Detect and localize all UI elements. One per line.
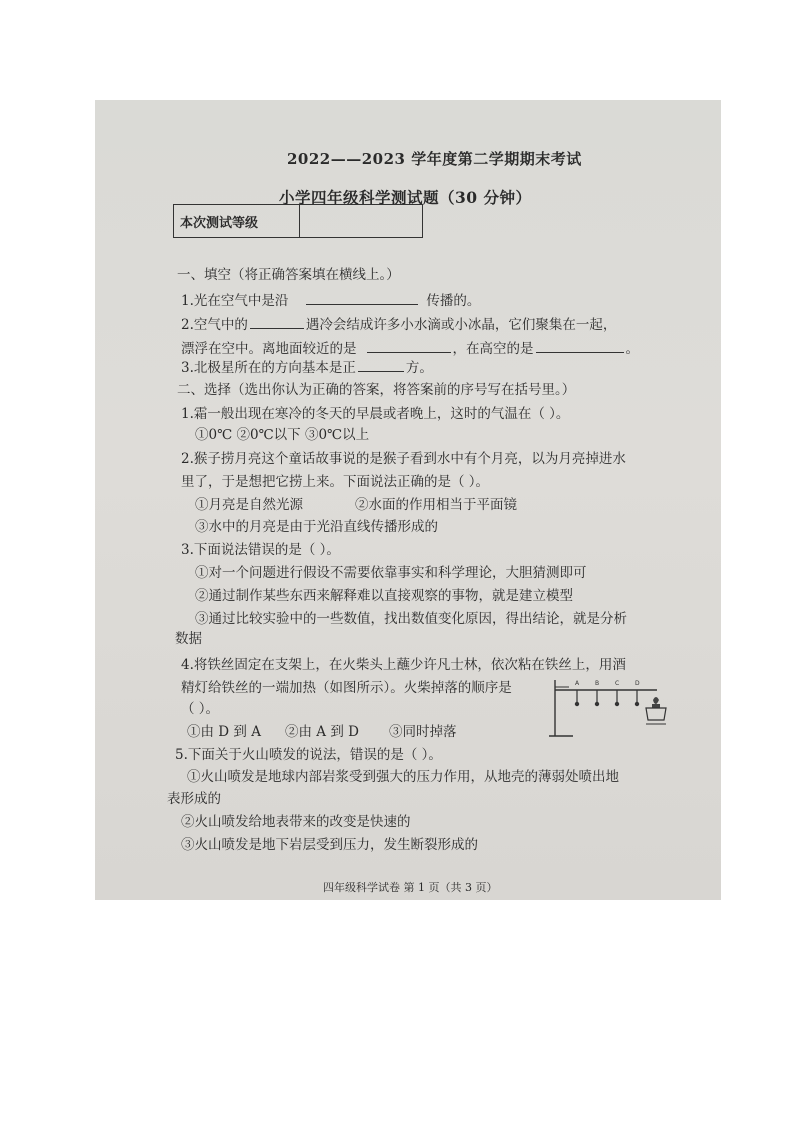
- answer-blank[interactable]: [358, 357, 404, 372]
- iron-wire-heating-figure: [547, 674, 669, 742]
- choice-question-2-line1: 2.猴子捞月亮这个童话故事说的是猴子看到水中有个月亮，以为月亮掉进水: [181, 451, 626, 467]
- choice-question-4-option1: ①由 D 到 A: [187, 724, 261, 740]
- grade-label: 本次测试等级: [174, 205, 300, 237]
- choice-question-3-option2: ②通过制作某些东西来解释难以直接观察的事物，就是建立模型: [195, 588, 573, 604]
- choice-question-1: 1.霜一般出现在寒冷的冬天的早晨或者晚上，这时的气温在（ ）。: [181, 406, 570, 422]
- choice-question-1-options: ①0℃ ②0℃以下 ③0℃以上: [195, 427, 370, 443]
- answer-blank[interactable]: [306, 290, 418, 305]
- subject-title: 小学四年级科学测试题（30 分钟）: [279, 188, 532, 207]
- answer-blank[interactable]: [536, 338, 624, 353]
- choice-question-5-option1-line1: ①火山喷发是地球内部岩浆受到强大的压力作用，从地壳的薄弱处喷出地: [187, 769, 619, 785]
- label-a: A: [575, 680, 580, 687]
- label-d: D: [635, 680, 640, 687]
- choice-question-4-line1: 4.将铁丝固定在支架上，在火柴头上蘸少许凡士林，依次粘在铁丝上，用酒: [181, 657, 626, 673]
- match-a: [575, 690, 579, 706]
- fill-question-3: 3.北极星所在的方向基本是正 方。: [181, 357, 433, 377]
- match-d: [635, 690, 639, 706]
- choice-question-4-line2: 精灯给铁丝的一端加热（如图所示）。火柴掉落的顺序是: [181, 680, 512, 696]
- choice-question-5-option3: ③火山喷发是地下岩层受到压力，发生断裂形成的: [181, 837, 478, 853]
- fill-question-1: 1.光在空气中是沿 传播的。: [181, 290, 480, 310]
- fill-question-2-line1: 2.空气中的 遇冷会结成许多小水滴或小冰晶，它们聚集在一起，: [181, 314, 616, 334]
- choice-question-5-option1-line2: 表形成的: [167, 791, 221, 807]
- choice-question-4-option3: ③同时掉落: [389, 724, 457, 740]
- grade-value-cell: [300, 205, 422, 237]
- section1-heading: 一、填空（将正确答案填在横线上。）: [177, 267, 400, 283]
- choice-question-5-option2: ②火山喷发给地表带来的改变是快速的: [181, 814, 411, 830]
- answer-blank[interactable]: [367, 338, 451, 353]
- choice-question-4-line3: （ ）。: [181, 701, 220, 717]
- choice-question-2-option3: ③水中的月亮是由于光沿直线传播形成的: [195, 519, 438, 535]
- label-b: B: [595, 680, 600, 687]
- exam-paper-photo: [95, 100, 721, 900]
- match-b: [595, 690, 599, 706]
- page-footer: 四年级科学试卷 第 1 页（共 3 页）: [323, 881, 498, 894]
- exam-title: 2022——2023 学年度第二学期期末考试: [287, 150, 582, 168]
- fill-question-2-line2: 漂浮在空中。离地面较近的是 ，在高空的是 。: [181, 338, 639, 358]
- section2-heading: 二、选择（选出你认为正确的答案，将答案前的序号写在括号里。）: [177, 382, 576, 398]
- choice-question-2-option1: ①月亮是自然光源: [195, 497, 303, 513]
- choice-question-5: 5.下面关于火山喷发的说法，错误的是（ ）。: [175, 747, 442, 763]
- choice-question-2-option2: ②水面的作用相当于平面镜: [355, 497, 517, 513]
- choice-question-3: 3.下面说法错误的是（ ）。: [181, 542, 340, 558]
- choice-question-3-option1: ①对一个问题进行假设不需要依靠事实和科学理论，大胆猜测即可: [195, 565, 587, 581]
- choice-question-3-option3-line2: 数据: [175, 631, 202, 647]
- flame-icon: [653, 697, 659, 704]
- choice-question-2-line2: 里了，于是想把它捞上来。下面说法正确的是（ ）。: [181, 474, 490, 490]
- answer-blank[interactable]: [250, 314, 304, 329]
- choice-question-4-option2: ②由 A 到 D: [285, 724, 359, 740]
- grade-table: [173, 204, 423, 238]
- alcohol-lamp: [646, 697, 666, 724]
- choice-question-3-option3-line1: ③通过比较实验中的一些数值，找出数值变化原因，得出结论，就是分析: [195, 611, 627, 627]
- match-c: [615, 690, 619, 706]
- label-c: C: [615, 680, 620, 687]
